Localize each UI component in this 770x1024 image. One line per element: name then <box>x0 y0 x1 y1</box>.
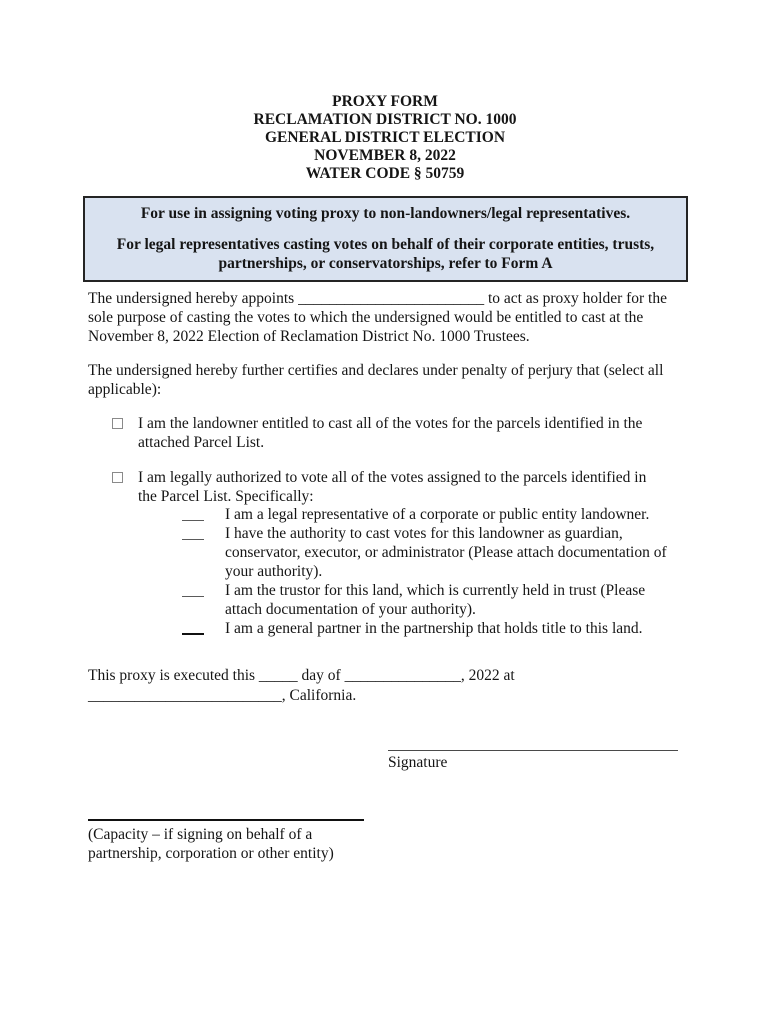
notice-line-2: For legal representatives casting votes on behalf of their corporate entities, trusts, partnerships, or conservatorships, refer to Form A <box>116 236 655 272</box>
sub-option-row <box>182 524 682 581</box>
appoint-text-after: to act as proxy holder for the sole purpose of casting the votes to which the undersigned would be entitled to cast at the November 8, 2022 Election of Reclamation District No. 1000 Trustees. <box>88 290 667 345</box>
general-partner-blank[interactable] <box>182 619 204 635</box>
authorization-sub-options <box>182 505 682 638</box>
execution-text: This proxy is executed this <box>88 667 256 684</box>
form-title-line: WATER CODE § 50759 <box>305 165 465 182</box>
trustor-blank[interactable] <box>182 581 204 597</box>
sub-option-row <box>182 505 682 524</box>
form-title-line: RECLAMATION DISTRICT NO. 1000 <box>253 111 517 128</box>
execution-text: day of <box>301 667 341 684</box>
notice-line-1: For use in assigning voting proxy to non-landowners/legal representatives. <box>140 205 631 222</box>
sub-option-label: I am a general partner in the partnership that holds title to this land. <box>225 620 643 637</box>
form-header <box>0 93 770 183</box>
landowner-checkbox[interactable] <box>112 418 123 429</box>
capacity-block <box>88 819 364 863</box>
form-title-line: NOVEMBER 8, 2022 <box>314 147 456 164</box>
day-blank[interactable]: _____ <box>258 667 298 684</box>
legal-representative-blank[interactable] <box>182 505 204 521</box>
capacity-label-line-1: (Capacity – if signing on behalf of a <box>88 826 313 843</box>
capacity-line[interactable] <box>88 819 364 821</box>
appoint-text-before: The undersigned hereby appoints <box>88 290 295 307</box>
sub-option-label: I am the trustor for this land, which is currently held in trust (Please attach documentation of your authority). <box>225 582 646 618</box>
signature-label: Signature <box>388 754 448 771</box>
authorized-option-label: I am legally authorized to vote all of the votes assigned to the parcels identified in the Parcel List. Specifically: <box>138 469 647 505</box>
guardian-authority-blank[interactable] <box>182 524 204 540</box>
landowner-option-row <box>112 414 658 452</box>
signature-block <box>388 750 678 772</box>
proxy-holder-name-blank[interactable]: ________________________ <box>298 290 485 307</box>
sub-option-row <box>182 581 682 619</box>
certify-paragraph: The undersigned hereby further certifies and declares under penalty of perjury that (select all applicable): <box>88 362 664 398</box>
notice-box <box>83 196 688 282</box>
sub-option-row <box>182 619 682 638</box>
landowner-option-label: I am the landowner entitled to cast all of the votes for the parcels identified in the attached Parcel List. <box>138 415 643 451</box>
month-blank[interactable]: _______________ <box>344 667 461 684</box>
execution-text: , California. <box>281 687 357 704</box>
authorized-option-row <box>112 468 658 506</box>
city-blank[interactable]: _________________________ <box>88 687 282 704</box>
appoint-paragraph <box>88 289 680 346</box>
form-title-line: PROXY FORM <box>332 93 438 110</box>
authorized-checkbox[interactable] <box>112 472 123 483</box>
execution-text: , 2022 at <box>460 667 515 684</box>
execution-paragraph <box>88 666 668 706</box>
signature-line[interactable] <box>388 750 678 751</box>
sub-option-label: I have the authority to cast votes for this landowner as guardian, conservator, executor, or administrator (Please attach documentation of your authority). <box>225 525 667 580</box>
form-title-line: GENERAL DISTRICT ELECTION <box>264 129 506 146</box>
capacity-label-line-2: partnership, corporation or other entity) <box>88 845 334 862</box>
sub-option-label: I am a legal representative of a corporate or public entity landowner. <box>225 506 650 523</box>
